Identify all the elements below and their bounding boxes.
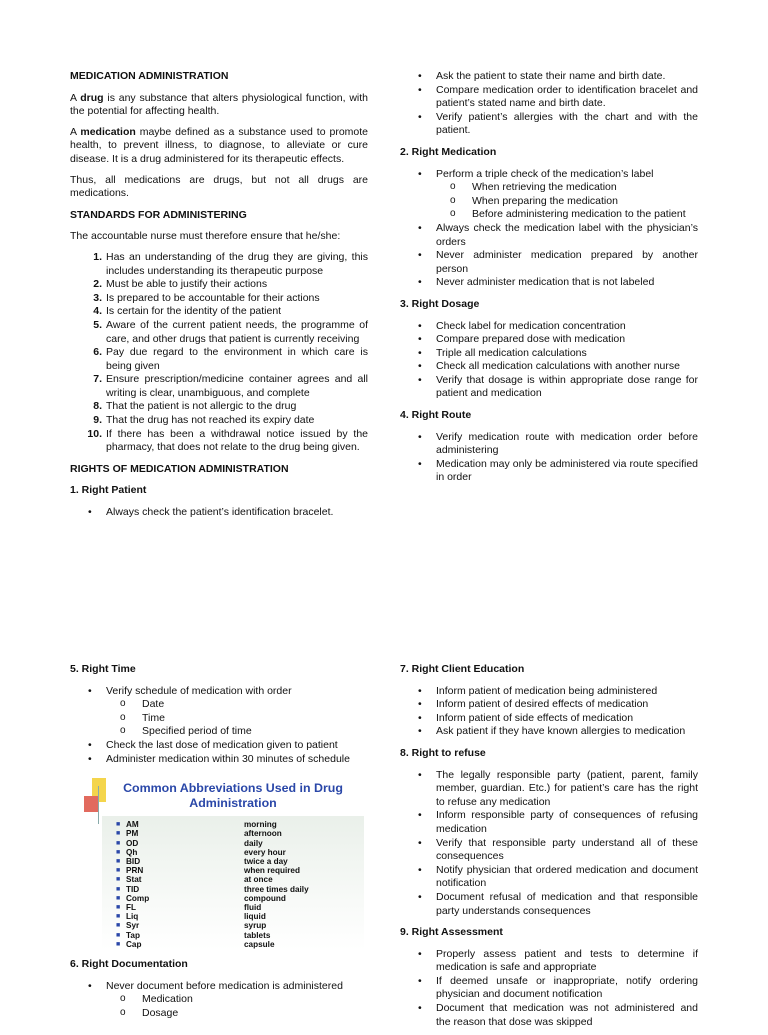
table-row xyxy=(116,857,354,866)
right-9-heading: 9. Right Assessment xyxy=(400,926,503,939)
list-item: • Never administer medication prepared by another person xyxy=(400,249,698,276)
standard-item xyxy=(70,373,368,400)
sub-item: o Specified period of time xyxy=(106,725,368,739)
drug-def-text: is any substance that alters physiological function, with the potential for affecting health. xyxy=(70,91,369,118)
square-bullet-icon: ■ xyxy=(116,931,121,939)
right-2-items xyxy=(400,222,698,290)
standard-item xyxy=(70,292,368,306)
right-7-heading: 7. Right Client Education xyxy=(400,663,525,675)
standard-number: 10. xyxy=(87,427,102,440)
list-item: • Properly assess patient and tests to determine if medication is safe and appropriate xyxy=(400,948,698,975)
standard-number: 1. xyxy=(93,250,102,263)
list-item: • Ask patient if they have known allergies to medication xyxy=(400,725,698,739)
standard-item xyxy=(70,278,368,292)
medication-definition xyxy=(70,126,368,167)
right-3-heading: 3. Right Dosage xyxy=(400,297,480,310)
abbreviation-meaning: tablets xyxy=(244,930,271,940)
standard-text: If there has been a withdrawal notice issued by the pharmacy, that does not relate to the drug being given. xyxy=(106,427,368,454)
med-def-text: maybe defined as a substance used to promote health, to prevent illness, to diagnose, to alleviate or cure disease. It is a drug administered for its therapeutic effects. xyxy=(70,125,369,165)
list-item xyxy=(400,168,698,222)
abbreviation: PM xyxy=(126,829,139,839)
square-bullet-icon: ■ xyxy=(116,894,121,902)
square-bullet-icon: ■ xyxy=(116,867,121,875)
standard-number: 6. xyxy=(93,346,102,359)
standard-text: Ensure prescription/medicine container agrees and all writing is clear, unambiguous, and complete xyxy=(106,373,368,399)
triple-check-sublist xyxy=(436,181,698,222)
right-3-list xyxy=(400,320,698,402)
standard-number: 9. xyxy=(93,414,102,427)
standard-text: Aware of the current patient needs, the programme of care, and other drugs that patient is currently receiving xyxy=(106,318,368,345)
abbreviation-meaning: syrup xyxy=(244,921,267,931)
table-row xyxy=(116,921,354,930)
sub-item: o Time xyxy=(106,712,368,726)
list-item: • Inform responsible party of consequences of refusing medication xyxy=(400,809,698,836)
list-item: • Always check the patient’s identification bracelet. xyxy=(70,506,368,520)
sub-item: o Date xyxy=(106,698,368,712)
table-row xyxy=(116,931,354,940)
drug-def-prefix: A xyxy=(70,91,81,104)
standard-item xyxy=(70,400,368,414)
standard-text: Is certain for the identity of the patient xyxy=(106,305,282,318)
abbreviation-meaning: daily xyxy=(244,838,263,848)
drug-definition xyxy=(70,92,368,119)
list-item: • Check all medication calculations with another nurse xyxy=(400,360,698,374)
documentation-sublist xyxy=(106,993,368,1020)
list-item: • Always check the medication label with the physician’s orders xyxy=(400,222,698,249)
list-item: • Check label for medication concentration xyxy=(400,320,698,334)
list-item xyxy=(70,685,368,739)
standard-number: 8. xyxy=(93,400,102,413)
abbreviation-meaning: at once xyxy=(244,875,273,885)
sub-item: o When retrieving the medication xyxy=(436,181,698,195)
table-row xyxy=(116,912,354,921)
table-row xyxy=(116,875,354,884)
abbreviation: Liq xyxy=(126,912,139,922)
standard-item xyxy=(70,428,368,455)
abbreviation-meaning: every hour xyxy=(244,847,286,857)
abbreviation: Comp xyxy=(126,893,150,903)
right-top-column xyxy=(400,70,698,491)
list-item: • Check the last dose of medication given to patient xyxy=(70,739,368,753)
document-title: MEDICATION ADMINISTRATION xyxy=(70,70,229,82)
standard-text: That the patient is not allergic to the drug xyxy=(106,400,297,413)
list-item: • Compare medication order to identification bracelet and patient’s stated name and birth date. xyxy=(400,84,698,111)
abbreviation: PRN xyxy=(126,866,144,876)
abbreviation: Qh xyxy=(126,847,138,857)
med-def-prefix: A xyxy=(70,125,81,138)
abbreviations-table xyxy=(116,820,354,949)
vertical-line-decoration xyxy=(98,786,99,824)
standard-text: Has an understanding of the drug they are giving, this includes understanding its therapeutic purpose xyxy=(106,250,368,277)
standards-intro: The accountable nurse must therefore ensure that he/she: xyxy=(70,230,341,243)
right-4-heading: 4. Right Route xyxy=(400,409,472,422)
right-5-list xyxy=(70,685,368,739)
list-item: • The legally responsible party (patient, parent, family member, guardian. Etc.) for patient’s care has the right to refuse any medication xyxy=(400,769,698,810)
abbreviation-meaning: compound xyxy=(244,893,286,903)
list-item: • Inform patient of medication being administered xyxy=(400,685,698,699)
thus-paragraph: Thus, all medications are drugs, but not all drugs are medications. xyxy=(70,173,368,200)
standard-number: 7. xyxy=(93,373,102,386)
list-item: • Triple all medication calculations xyxy=(400,347,698,361)
standard-item xyxy=(70,305,368,319)
list-item: • Medication may only be administered via route specified in order xyxy=(400,458,698,485)
schedule-text: Verify schedule of medication with order xyxy=(106,684,292,697)
sub-item: o Before administering medication to the patient xyxy=(436,208,698,222)
standards-list xyxy=(70,251,368,455)
table-row xyxy=(116,820,354,829)
standards-heading: STANDARDS FOR ADMINISTERING xyxy=(70,208,247,221)
standard-item xyxy=(70,346,368,373)
abbreviation: Tap xyxy=(126,930,140,940)
documentation-text: Never document before medication is administered xyxy=(106,979,343,992)
schedule-sublist xyxy=(106,698,368,739)
abbreviation: Cap xyxy=(126,939,142,949)
left-bottom-column xyxy=(70,663,368,1027)
table-row xyxy=(116,885,354,894)
table-row xyxy=(116,894,354,903)
right-1-heading: 1. Right Patient xyxy=(70,484,147,497)
abbreviation: FL xyxy=(126,902,137,912)
sub-item: o Medication xyxy=(106,993,368,1007)
list-item: • Verify that responsible party understand all of these consequences xyxy=(400,837,698,864)
list-item: • Document that medication was not administered and the reason that dose was skipped xyxy=(400,1002,698,1029)
abbreviation-meaning: three times daily xyxy=(244,884,309,894)
square-bullet-icon: ■ xyxy=(116,903,121,911)
right-2-heading: 2. Right Medication xyxy=(400,145,497,158)
right-9-list xyxy=(400,948,698,1030)
right-1-list xyxy=(70,506,368,520)
square-bullet-icon: ■ xyxy=(116,821,121,829)
abbreviation: OD xyxy=(126,838,139,848)
abbreviation-meaning: liquid xyxy=(244,912,266,922)
right-bottom-column xyxy=(400,663,698,1035)
standard-number: 2. xyxy=(93,278,102,291)
list-item: • Notify physician that ordered medication and document notification xyxy=(400,864,698,891)
abbreviation: Stat xyxy=(126,875,142,885)
list-item: • Administer medication within 30 minutes of schedule xyxy=(70,753,368,767)
table-row xyxy=(116,866,354,875)
abbreviations-figure xyxy=(84,778,364,950)
left-top-column xyxy=(70,70,368,526)
square-bullet-icon: ■ xyxy=(116,885,121,893)
list-item: • Inform patient of side effects of medication xyxy=(400,712,698,726)
list-item: • Never administer medication that is not labeled xyxy=(400,276,698,290)
abbreviations-title: Common Abbreviations Used in Drug Administration xyxy=(123,781,343,811)
abbreviation-meaning: twice a day xyxy=(244,856,288,866)
list-item: • Inform patient of desired effects of medication xyxy=(400,698,698,712)
standard-number: 4. xyxy=(93,305,102,318)
square-bullet-icon: ■ xyxy=(116,940,121,948)
right-8-list xyxy=(400,769,698,919)
drug-term: drug xyxy=(80,91,104,104)
table-row xyxy=(116,829,354,838)
sub-item: o When preparing the medication xyxy=(436,195,698,209)
right-4-list xyxy=(400,431,698,485)
right-7-list xyxy=(400,685,698,739)
sub-item: o Dosage xyxy=(106,1007,368,1021)
right-5-items xyxy=(70,739,368,766)
square-bullet-icon: ■ xyxy=(116,876,121,884)
table-row xyxy=(116,940,354,949)
standard-item xyxy=(70,414,368,428)
table-row xyxy=(116,848,354,857)
square-bullet-icon: ■ xyxy=(116,848,121,856)
list-item xyxy=(70,980,368,1021)
red-square-decoration xyxy=(84,796,98,812)
standard-text: Is prepared to be accountable for their actions xyxy=(106,291,320,304)
abbreviation: AM xyxy=(126,820,139,830)
list-item: • Compare prepared dose with medication xyxy=(400,333,698,347)
square-bullet-icon: ■ xyxy=(116,913,121,921)
standard-text: Pay due regard to the environment in which care is being given xyxy=(106,346,368,372)
standard-number: 3. xyxy=(93,291,102,304)
list-item: • If deemed unsafe or inappropriate, notify ordering physician and document notification xyxy=(400,975,698,1002)
triple-check-text: Perform a triple check of the medication’s label xyxy=(436,167,654,180)
table-row xyxy=(116,903,354,912)
square-bullet-icon: ■ xyxy=(116,922,121,930)
list-item: • Verify patient’s allergies with the chart and with the patient. xyxy=(400,111,698,138)
abbreviation: Syr xyxy=(126,921,140,931)
right-1-continued-list xyxy=(400,70,698,138)
abbreviation-meaning: morning xyxy=(244,820,277,830)
right-6-heading: 6. Right Documentation xyxy=(70,958,188,971)
abbreviation-meaning: afternoon xyxy=(244,829,282,839)
abbreviation-meaning: when required xyxy=(244,866,300,876)
abbreviation-meaning: capsule xyxy=(244,939,275,949)
square-bullet-icon: ■ xyxy=(116,830,121,838)
list-item: • Document refusal of medication and that responsible party understands consequences xyxy=(400,891,698,918)
abbreviation: BID xyxy=(126,856,141,866)
list-item: • Verify that dosage is within appropriate dose range for patient and medication xyxy=(400,374,698,401)
right-2-list xyxy=(400,168,698,222)
standard-text: Must be able to justify their actions xyxy=(106,278,268,291)
list-item: • Ask the patient to state their name and birth date. xyxy=(400,70,698,84)
right-5-heading: 5. Right Time xyxy=(70,663,136,675)
right-8-heading: 8. Right to refuse xyxy=(400,746,486,759)
standard-number: 5. xyxy=(93,318,102,331)
right-6-list xyxy=(70,980,368,1021)
table-row xyxy=(116,839,354,848)
square-bullet-icon: ■ xyxy=(116,839,121,847)
standard-text: That the drug has not reached its expiry date xyxy=(106,414,315,427)
abbreviation: TID xyxy=(126,884,140,894)
medication-term: medication xyxy=(80,125,136,138)
square-bullet-icon: ■ xyxy=(116,857,121,865)
rights-heading: RIGHTS OF MEDICATION ADMINISTRATION xyxy=(70,462,289,475)
list-item: • Verify medication route with medication order before administering xyxy=(400,431,698,458)
abbreviation-meaning: fluid xyxy=(244,902,262,912)
standard-item xyxy=(70,251,368,278)
standard-item xyxy=(70,319,368,346)
